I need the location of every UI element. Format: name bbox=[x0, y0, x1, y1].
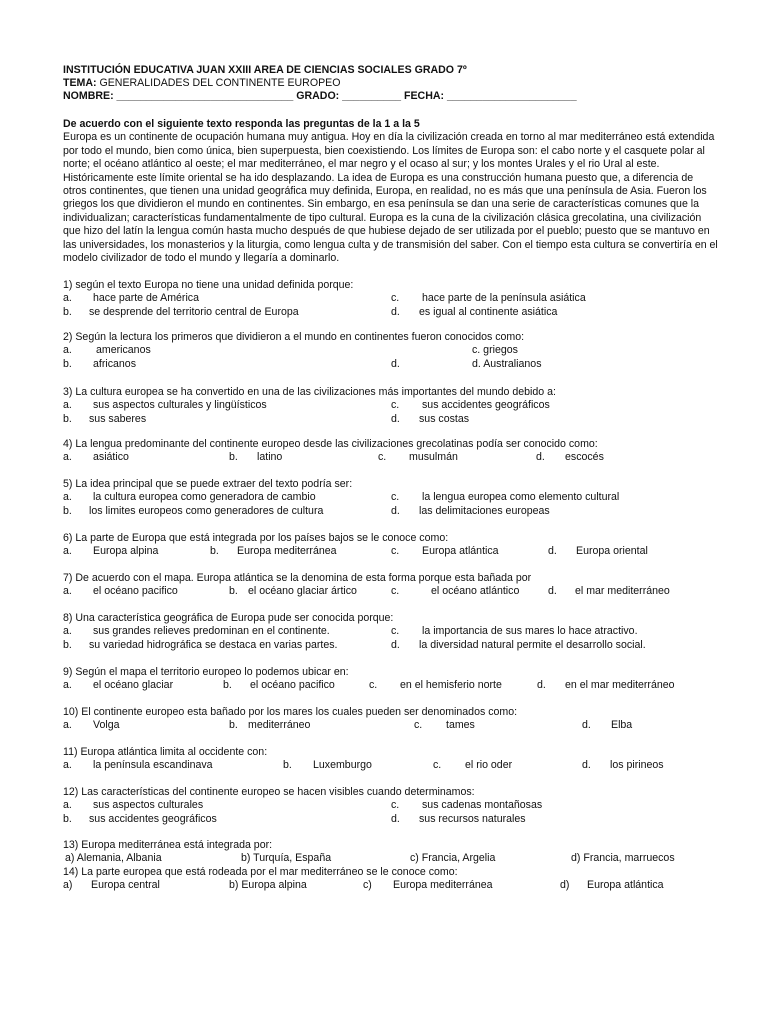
option-a: hace parte de América bbox=[93, 292, 199, 305]
question-13: 13) Europa mediterránea está integrada por: a) Alemania, Albania b) Turquía, España c) Francia, Argelia d) Francia, marruecos bbox=[63, 839, 675, 865]
option-d: en el mar mediterráneo bbox=[565, 679, 675, 692]
worksheet-header bbox=[63, 64, 723, 103]
school-line: INSTITUCIÓN EDUCATIVA JUAN XXIII AREA DE CIENCIAS SOCIALES GRADO 7º bbox=[63, 64, 467, 76]
question-9: 9) Según el mapa el territorio europeo lo podemos ubicar en: a. el océano glaciar b. el océano pacifico c. en el hemisferio norte d. en el mar mediterráneo bbox=[63, 666, 675, 692]
option-b: el océano pacifico bbox=[250, 679, 335, 692]
option-a: sus aspectos culturales bbox=[93, 799, 204, 812]
option-a: asiático bbox=[93, 451, 129, 464]
option-c: el océano atlántico bbox=[431, 585, 520, 598]
option-d: el mar mediterráneo bbox=[575, 585, 670, 598]
option-a: sus grandes relieves predominan en el continente. bbox=[93, 625, 330, 638]
option-a: sus aspectos culturales y lingüísticos bbox=[93, 399, 267, 412]
option-b: latino bbox=[257, 451, 283, 464]
question-7: 7) De acuerdo con el mapa. Europa atlántica se la denomina de esta forma porque esta bañada por a. el océano pacifico b. el océano glaciar ártico c. el océano atlántico d. el mar mediterráneo bbox=[63, 572, 670, 598]
option-b: sus accidentes geográficos bbox=[89, 812, 217, 825]
option-d: sus costas bbox=[419, 412, 470, 425]
option-b: mediterráneo bbox=[248, 719, 311, 732]
option-b: b) Turquía, España bbox=[241, 852, 332, 865]
passage-text: Europa es un continente de ocupación humana muy antigua. Hoy en día la civilización creada en torno al mar mediterráneo está extendida por todo el mundo, bien como única, bien superpuesta, bien coexistiendo. Los límites de Europa son: el cabo norte y el casquete polar al norte; el océano atlántico al oeste; el mar mediterráneo, el mar negro y el ocaso al sur; y los montes Urales y el rio Ural al este. Históricamente este límite oriental se ha ido desplazando. La idea de Europa es una construcción humana puesto que, a diferencia de otros continentes, que tienen una unidad geográfica muy definida, Europa, en realidad, no es más que una península de Asia. Fueron los griegos los que dividieron el mundo en continentes. Sin embargo, en esa península se dan una serie de características comunes que la individualizan; características fundamentalmente de tipo cultural. Europa es la cuna de la civilización clásica grecolatina, una civilización que hizo del latín la lengua común hasta mucho después de que hubiese dejado de ser utilizada por el pueblo; puesto que se mantuvo en las universidades, los monasterios y la liturgia, como lengua culta y de transmisión del saber. Con el tiempo esta cultura se convertiría en el modelo civilizador de todo el mundo y llegaría a dominarlo. bbox=[63, 131, 718, 265]
option-a: a) Alemania, Albania bbox=[65, 852, 162, 865]
option-d: los pirineos bbox=[610, 759, 664, 772]
option-c: Europa mediterránea bbox=[393, 879, 493, 892]
option-c: hace parte de la península asiática bbox=[422, 292, 586, 305]
option-a: el océano glaciar bbox=[93, 679, 174, 692]
option-d: d. Australianos bbox=[472, 357, 542, 370]
option-d: Europa oriental bbox=[576, 545, 648, 558]
option-c: la lengua europea como elemento cultural bbox=[422, 491, 620, 504]
option-b: africanos bbox=[93, 357, 136, 370]
passage-instruction: De acuerdo con el siguiente texto responda las preguntas de la 1 a la 5 bbox=[63, 118, 420, 130]
option-c: en el hemisferio norte bbox=[400, 679, 502, 692]
student-fields-line: NOMBRE: ______________________________ GRADO: __________ FECHA: ______________________ bbox=[63, 90, 577, 102]
option-a: Volga bbox=[93, 719, 120, 732]
option-b: Luxemburgo bbox=[313, 759, 372, 772]
option-a: la península escandinava bbox=[93, 759, 213, 772]
option-b: sus saberes bbox=[89, 412, 147, 425]
option-c: c. griegos bbox=[472, 344, 518, 357]
question-6: 6) La parte de Europa que está integrada por los países bajos se le conoce como: a. Europa alpina b. Europa mediterránea c. Europa atlántica d. Europa oriental bbox=[63, 532, 648, 558]
option-a: Europa alpina bbox=[93, 545, 159, 558]
option-a: americanos bbox=[96, 344, 151, 357]
question-2: 2) Según la lectura los primeros que dividieron a el mundo en continentes fueron conocidos como: a. americanos c. griegos b. africanos d. d. Australianos bbox=[63, 331, 542, 370]
option-d: es igual al continente asiática bbox=[419, 305, 558, 318]
option-d: la diversidad natural permite el desarrollo social. bbox=[419, 638, 646, 651]
question-1: 1) según el texto Europa no tiene una unidad definida porque: a. hace parte de América c. hace parte de la península asiática b. se desprende del territorio central de Europa d. es igual al continente asiática bbox=[63, 279, 723, 319]
option-d: d) Francia, marruecos bbox=[571, 852, 675, 865]
topic-line: TEMA: GENERALIDADES DEL CONTINENTE EUROPEO bbox=[63, 77, 341, 89]
option-a: Europa central bbox=[91, 879, 160, 892]
question-3: 3) La cultura europea se ha convertido en una de las civilizaciones más importantes del mundo debido a: a. sus aspectos culturales y lingüísticos c. sus accidentes geográficos b. sus saberes d. sus costas bbox=[63, 386, 556, 425]
option-d: Europa atlántica bbox=[587, 879, 664, 892]
question-8: 8) Una característica geográfica de Europa pude ser conocida porque: a. sus grandes relieves predominan en el continente. c. la importancia de sus mares lo hace atractivo. b. su variedad hidrográfica se destaca en varias partes. d. la diversidad natural permite el desarrollo social. bbox=[63, 612, 646, 651]
option-b: el océano glaciar ártico bbox=[248, 585, 357, 598]
option-c: c) Francia, Argelia bbox=[410, 852, 496, 865]
option-c: musulmán bbox=[409, 451, 458, 464]
option-d: las delimitaciones europeas bbox=[419, 504, 550, 517]
question-14: 14) La parte europea que está rodeada por el mar mediterráneo se le conoce como: a) Europa central b) Europa alpina c) Europa mediterránea d) Europa atlántica bbox=[63, 866, 664, 892]
option-b: los limites europeos como generadores de cultura bbox=[89, 504, 324, 517]
question-4: 4) La lengua predominante del continente europeo desde las civilizaciones grecolatinas podía ser conocido como: a. asiático b. latino c. musulmán d. escocés bbox=[63, 438, 604, 464]
option-c: sus cadenas montañosas bbox=[422, 799, 543, 812]
option-d: Elba bbox=[611, 719, 633, 732]
option-c: tames bbox=[446, 719, 475, 732]
option-b: Europa mediterránea bbox=[237, 545, 337, 558]
option-c: el rio oder bbox=[465, 759, 513, 772]
question-5: 5) La idea principal que se puede extraer del texto podría ser: a. la cultura europea como generadora de cambio c. la lengua europea como elemento cultural b. los limites europeos como generadores de cultura d. las delimitaciones europeas bbox=[63, 478, 620, 517]
question-text: 1) según el texto Europa no tiene una unidad definida porque: bbox=[63, 279, 354, 291]
option-d: sus recursos naturales bbox=[419, 812, 526, 825]
question-10: 10) El continente europeo esta bañado por los mares los cuales pueden ser denominados como: a. Volga b. mediterráneo c. tames d. Elba bbox=[63, 706, 633, 732]
option-c: sus accidentes geográficos bbox=[422, 399, 550, 412]
option-d: escocés bbox=[565, 451, 604, 464]
question-12: 12) Las características del continente europeo se hacen visibles cuando determinamos: a. sus aspectos culturales c. sus cadenas montañosas b. sus accidentes geográficos d. sus recursos naturales bbox=[63, 786, 543, 825]
option-c: Europa atlántica bbox=[422, 545, 499, 558]
reading-passage bbox=[63, 118, 719, 265]
question-11: 11) Europa atlántica limita al occidente con: a. la península escandinava b. Luxemburgo c. el rio oder d. los pirineos bbox=[63, 746, 664, 772]
option-b: se desprende del territorio central de Europa bbox=[89, 305, 299, 318]
option-c: la importancia de sus mares lo hace atractivo. bbox=[422, 625, 638, 638]
option-b: b) Europa alpina bbox=[229, 879, 307, 892]
option-b: su variedad hidrográfica se destaca en varias partes. bbox=[89, 638, 338, 651]
option-a: la cultura europea como generadora de cambio bbox=[93, 491, 316, 504]
option-a: el océano pacifico bbox=[93, 585, 178, 598]
